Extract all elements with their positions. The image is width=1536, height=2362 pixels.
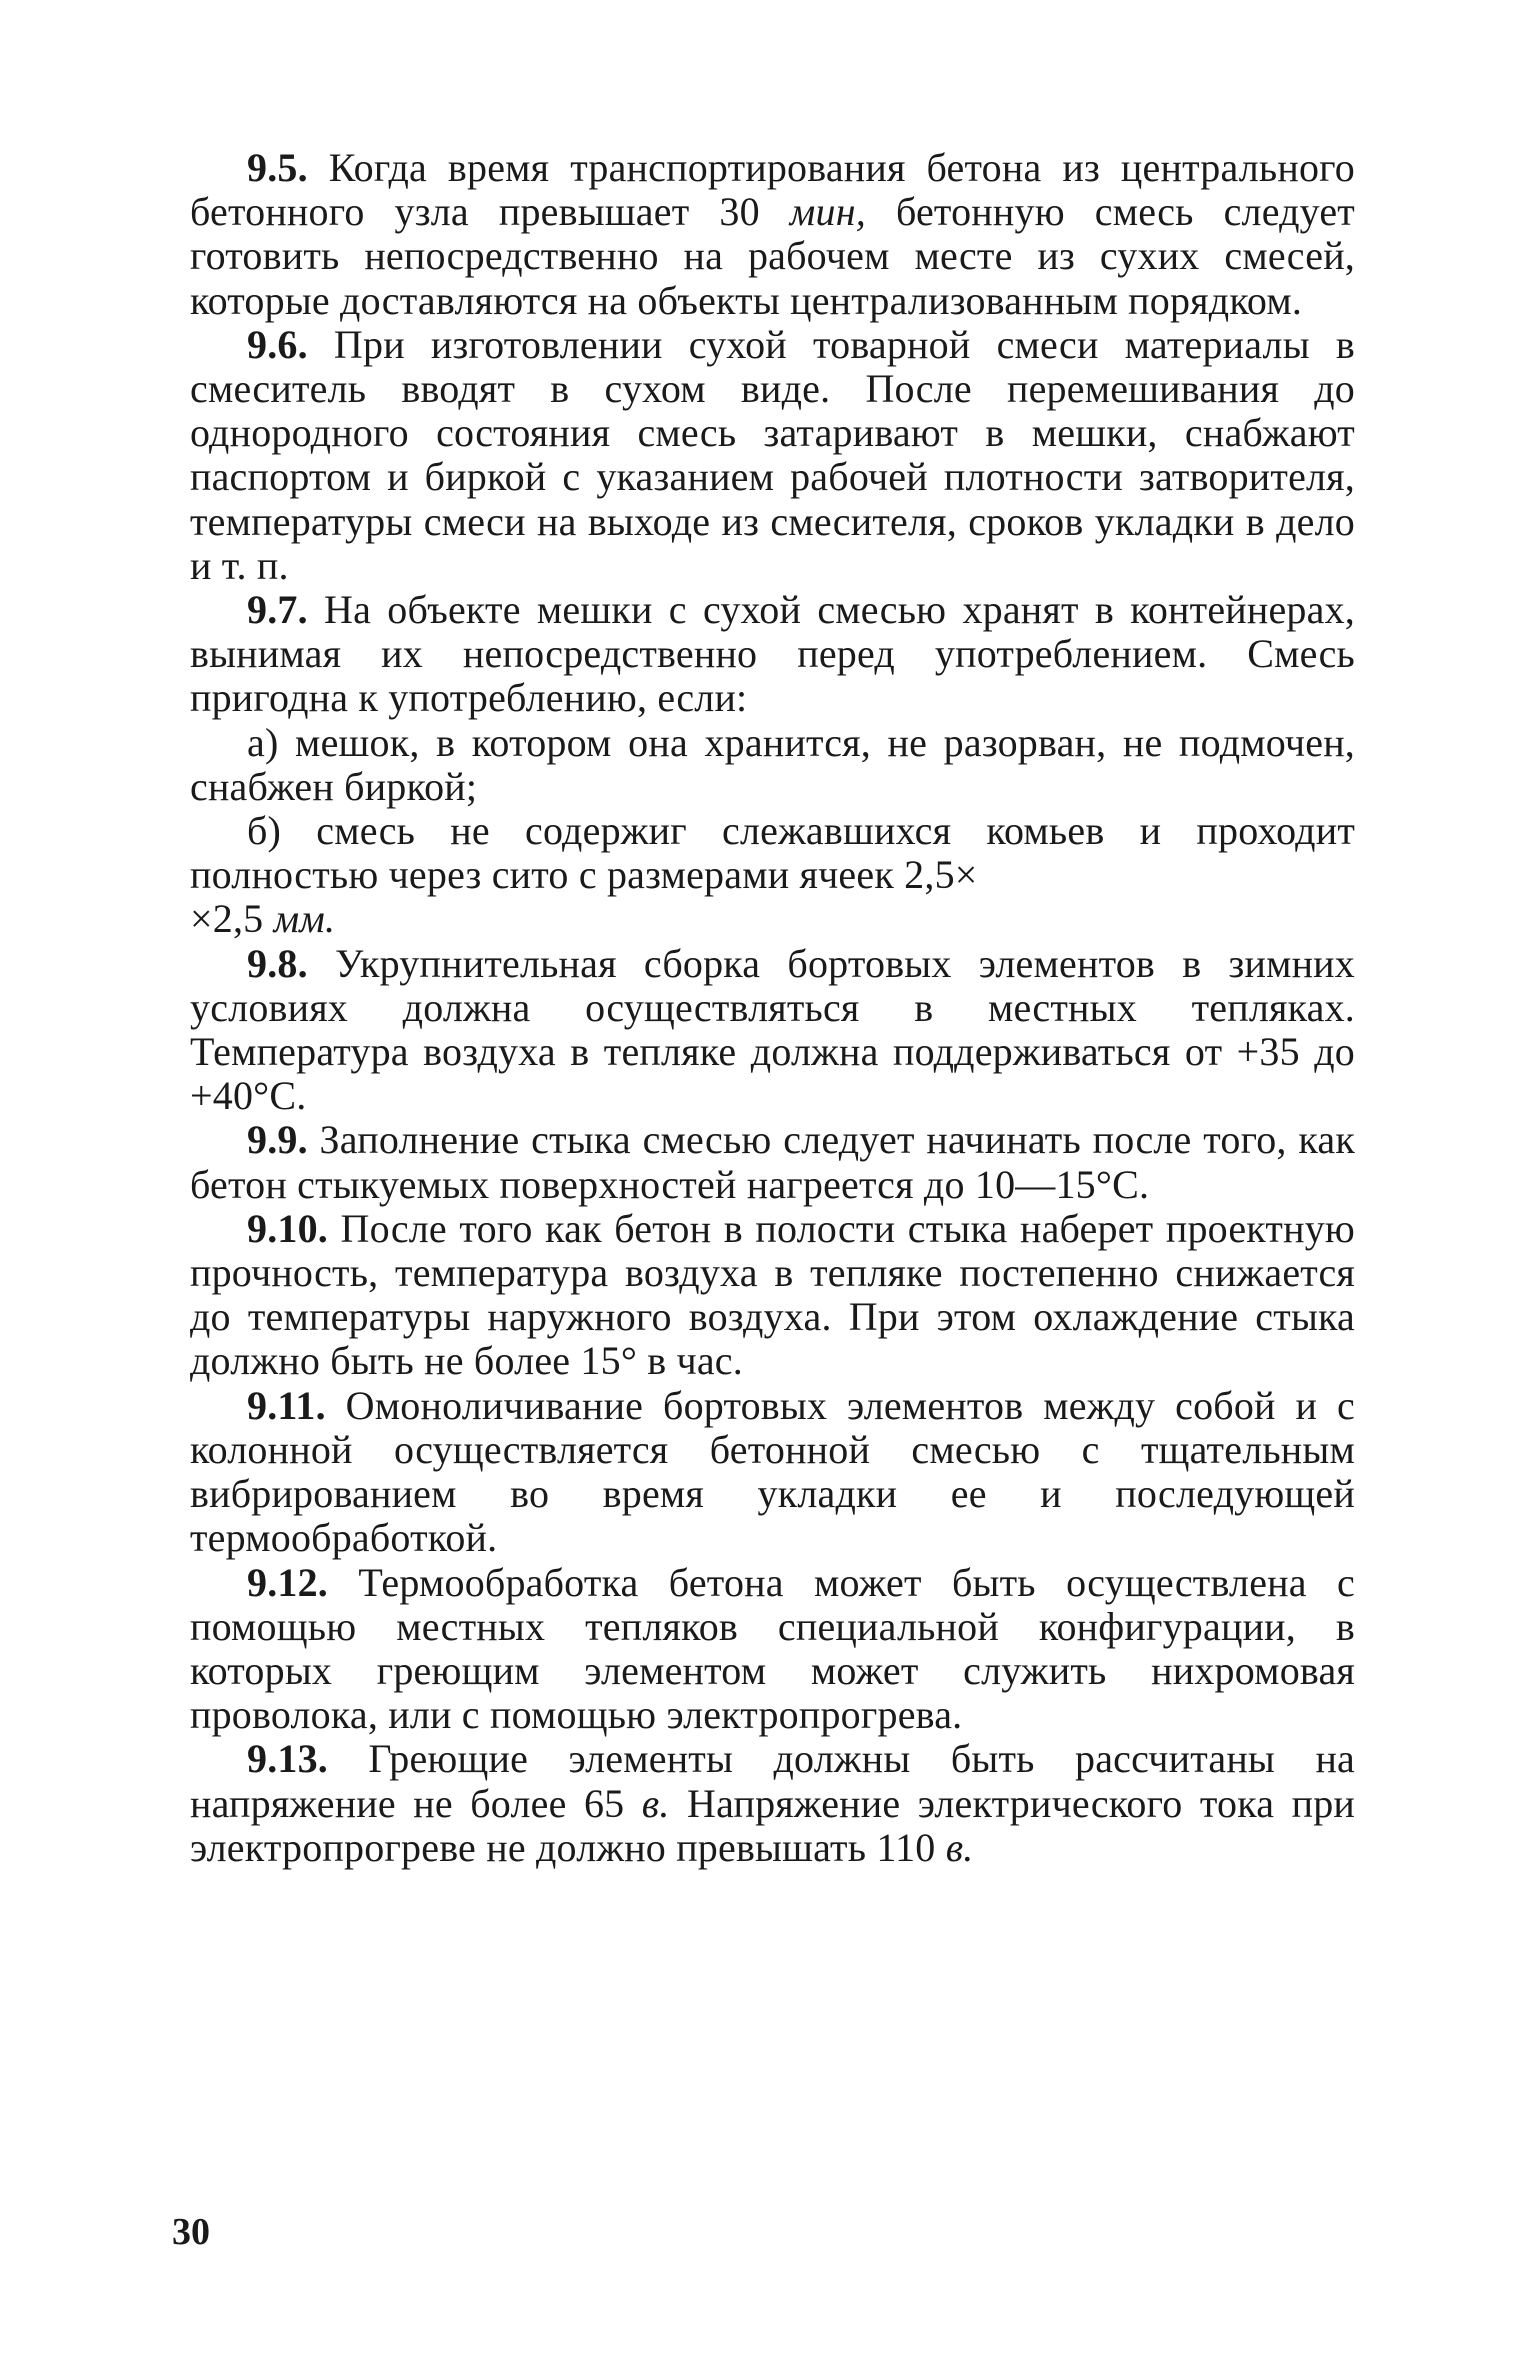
- paragraph-number: 9.11.: [247, 1382, 326, 1428]
- paragraph-text: Укрупнительная сборка бортовых элементов в зимних условиях должна осуществляться в местных тепляках. Температура воздуха в тепляке должна поддерживаться от +35 до +40°С.: [190, 940, 1355, 1119]
- paragraph-9-13: [190, 1737, 1355, 1870]
- paragraph-text: Напряжение электрического тока при электропрогреве не должно превышать 110: [190, 1780, 1355, 1870]
- paragraph-item: [190, 809, 1355, 942]
- unit-text: в.: [641, 1780, 670, 1826]
- paragraph-item: [190, 721, 1355, 809]
- paragraph-9-9: [190, 1118, 1355, 1206]
- paragraph-number: 9.5.: [247, 145, 308, 190]
- paragraph-9-7: [190, 588, 1355, 721]
- paragraph-text: Греющие элементы должны быть рассчитаны на напряжение не более 65: [190, 1736, 1355, 1826]
- paragraph-text: При изготовлении сухой товарной смеси материалы в смеситель вводят в сухом виде. После перемешивания до однородного состояния смесь затаривают в мешки, снабжают паспортом и биркой с указанием рабочей плотности затворителя, температуры смеси на выходе из смесителя, сроков укладки в дело и т. п.: [190, 321, 1355, 588]
- paragraph-text: Заполнение стыка смесью следует начинать после того, как бетон стыкуемых поверхностей нагреется до 10—15°С.: [190, 1117, 1355, 1207]
- paragraph-9-8: [190, 942, 1355, 1119]
- paragraph-text: Омоноличивание бортовых элементов между собой и с колонной осуществляется бетонной смесью с тщательным вибрированием во время укладки ее и последующей термообработкой.: [190, 1382, 1355, 1561]
- unit-text: в.: [945, 1824, 974, 1870]
- page-number: 30: [172, 2211, 210, 2253]
- paragraph-9-5: [190, 146, 1355, 323]
- paragraph-9-10: [190, 1207, 1355, 1384]
- paragraph-text: На объекте мешки с сухой смесью хранят в контейнерах, вынимая их непосредственно перед употреблением. Смесь пригодна к употреблению, если:: [190, 587, 1355, 721]
- paragraph-number: 9.7.: [247, 587, 308, 633]
- paragraph-text: Когда время транспортирования бетона из центрального бетонного узла превышает 30: [190, 145, 1355, 235]
- paragraph-text: Термообработка бетона может быть осуществлена с помощью местных тепляков специальной конфигурации, в которых греющим элементом может служить нихромовая проволока, или с помощью электропрогрева.: [190, 1559, 1355, 1738]
- paragraph-text: бетонную смесь следует готовить непосредственно на рабочем месте из сухих смесей, которые доставляются на объекты централизованным порядком.: [190, 189, 1355, 323]
- paragraph-number: 9.10.: [247, 1205, 328, 1251]
- paragraph-text: б) смесь не содержиг слежавшихся комьев и проходит полностью через сито с размерами ячеек 2,5× ×2,5: [190, 808, 1355, 942]
- unit-text: мин,: [789, 189, 866, 235]
- paragraph-text: После того как бетон в полости стыка наберет проектную прочность, температура воздуха в тепляке постепенно снижается до температуры наружного воздуха. При этом охлаждение стыка должно быть не более 15° в час.: [190, 1205, 1355, 1384]
- paragraph-9-6: [190, 323, 1355, 588]
- paragraph-9-11: [190, 1384, 1355, 1561]
- body-text: [190, 146, 1355, 1870]
- paragraph-number: 9.6.: [247, 321, 308, 367]
- paragraph-text: а) мешок, в котором она хранится, не разорван, не подмочен, снабжен биркой;: [190, 719, 1355, 809]
- paragraph-number: 9.9.: [247, 1117, 308, 1163]
- paragraph-number: 9.13.: [247, 1736, 328, 1782]
- paragraph-number: 9.8.: [247, 940, 308, 986]
- paragraph-number: 9.12.: [247, 1559, 328, 1605]
- paragraph-9-12: [190, 1561, 1355, 1738]
- unit-text: мм.: [273, 896, 336, 942]
